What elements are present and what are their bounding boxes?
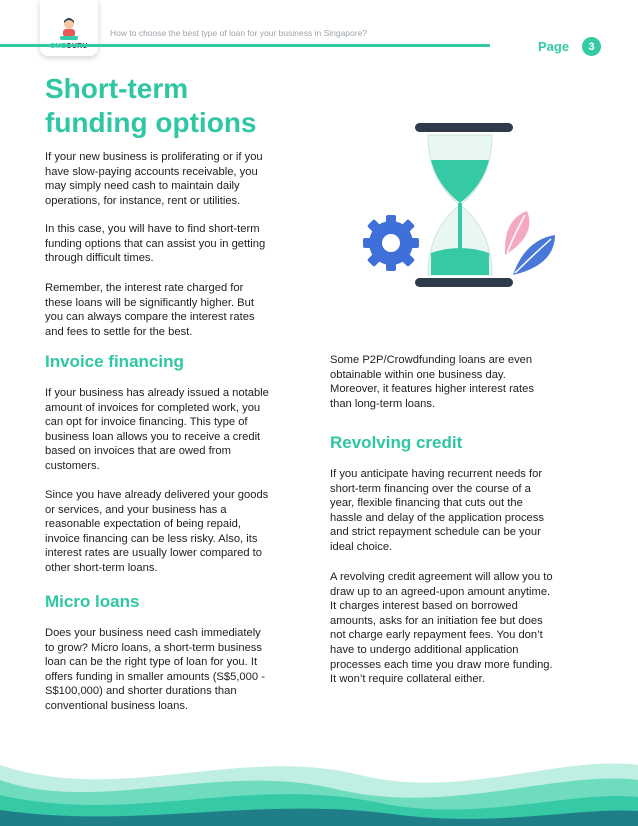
text-line: amount of invoices for completed work, you <box>45 401 261 414</box>
text-line: to grow? Micro loans, a short-term business <box>45 641 262 654</box>
text-line: Since you have already delivered your goods <box>45 489 269 501</box>
title-line: funding options <box>45 107 257 138</box>
body-paragraph <box>45 626 315 714</box>
text-line: It won’t require collateral either. <box>330 673 485 686</box>
page-label: Page <box>538 39 570 54</box>
text-line: customers. <box>45 459 100 472</box>
text-line: A revolving credit agreement will allow you to <box>330 571 553 583</box>
text-line: other short-term loans. <box>45 561 158 574</box>
text-line: Some P2P/Crowdfunding loans are even <box>330 354 533 366</box>
text-line: have to undergo additional application <box>330 643 519 656</box>
text-line: reasonable expectation of being repaid, <box>45 518 241 531</box>
page-title <box>45 72 335 140</box>
intro-paragraph <box>45 222 315 266</box>
text-line: If your new business is proliferating or if you <box>45 151 263 163</box>
text-line: It charges interest based on borrowed <box>330 600 518 613</box>
section-heading: Micro loans <box>45 592 140 611</box>
hourglass-icon <box>415 123 513 287</box>
text-line: may simply need cash to maintain daily <box>45 180 240 193</box>
text-line: and strict repayment schedule can be your <box>330 526 541 539</box>
text-line: have slow-paying accounts receivable, you <box>45 165 258 178</box>
text-line: In this case, you will have to find short-term <box>45 223 260 235</box>
text-line: and fees to settle for the best. <box>45 325 193 338</box>
text-line: invoice financing can be less risky. Also, its <box>45 532 258 545</box>
text-line: offers funding in smaller amounts (S$5,000 - <box>45 670 265 683</box>
text-line: obtainable within one business day. <box>330 368 506 381</box>
text-line: funding options that can assist you in getting <box>45 237 266 250</box>
text-line: If your business has already issued a notable <box>45 387 269 399</box>
section-heading: Revolving credit <box>330 433 463 452</box>
hourglass-illustration <box>355 115 570 300</box>
guru-mascot-icon <box>58 17 80 41</box>
section-heading: Invoice financing <box>45 352 184 371</box>
text-line: than long-term loans. <box>330 397 436 410</box>
logo <box>40 0 98 56</box>
text-line: can opt for invoice financing. This type of <box>45 416 248 429</box>
text-line: or services, and your business has a <box>45 503 227 516</box>
text-line: ideal choice. <box>330 540 393 553</box>
text-line: Remember, the interest rate charged for <box>45 282 244 294</box>
text-line: processes each time you draw more funding. <box>330 658 553 671</box>
text-line: not charge early repayment fees. You don’t <box>330 629 543 642</box>
text-line: business loan allows you to receive a credit <box>45 430 261 443</box>
document-subtitle: How to choose the best type of loan for your business in Singapore? <box>110 28 368 38</box>
text-line: conventional business loans. <box>45 699 189 712</box>
text-line: based on invoices that are owed from <box>45 445 231 458</box>
gear-icon <box>363 215 419 271</box>
intro-paragraph <box>45 150 315 208</box>
text-line: through difficult times. <box>45 252 154 265</box>
text-line: Does your business need cash immediately <box>45 627 261 639</box>
page-number-badge: 3 <box>582 37 601 56</box>
header-divider <box>0 44 490 47</box>
text-line: amounts, asks for an initiation fee but does <box>330 614 543 627</box>
text-line: loan can be the right type of loan for you. It <box>45 656 258 669</box>
body-paragraph <box>45 488 315 576</box>
text-line: draw up to an agreed-upon amount anytime. <box>330 585 551 598</box>
leaf-icon <box>505 211 555 275</box>
text-line: S$100,000) and shorter durations than <box>45 685 237 698</box>
body-paragraph <box>330 353 605 411</box>
body-paragraph <box>330 570 605 687</box>
text-line: hassle and delay of the application process <box>330 511 544 524</box>
text-line: operations, for instance, rent or utilities. <box>45 194 241 207</box>
text-line: these loans will be significantly higher. But <box>45 296 254 309</box>
title-line: Short-term <box>45 73 189 104</box>
text-line: If you anticipate having recurrent needs for <box>330 468 543 480</box>
footer-wave-decoration <box>0 735 638 826</box>
text-line: Moreover, it features higher interest rates <box>330 383 534 396</box>
text-line: interest rates are usually lower compared to <box>45 547 263 560</box>
text-line: short-term financing over the course of a <box>330 482 531 495</box>
body-paragraph <box>330 467 605 555</box>
intro-paragraph <box>45 281 315 339</box>
text-line: year, flexible financing that cuts out the <box>330 497 523 510</box>
text-line: you can always compare the interest rates <box>45 311 255 324</box>
body-paragraph <box>45 386 315 474</box>
